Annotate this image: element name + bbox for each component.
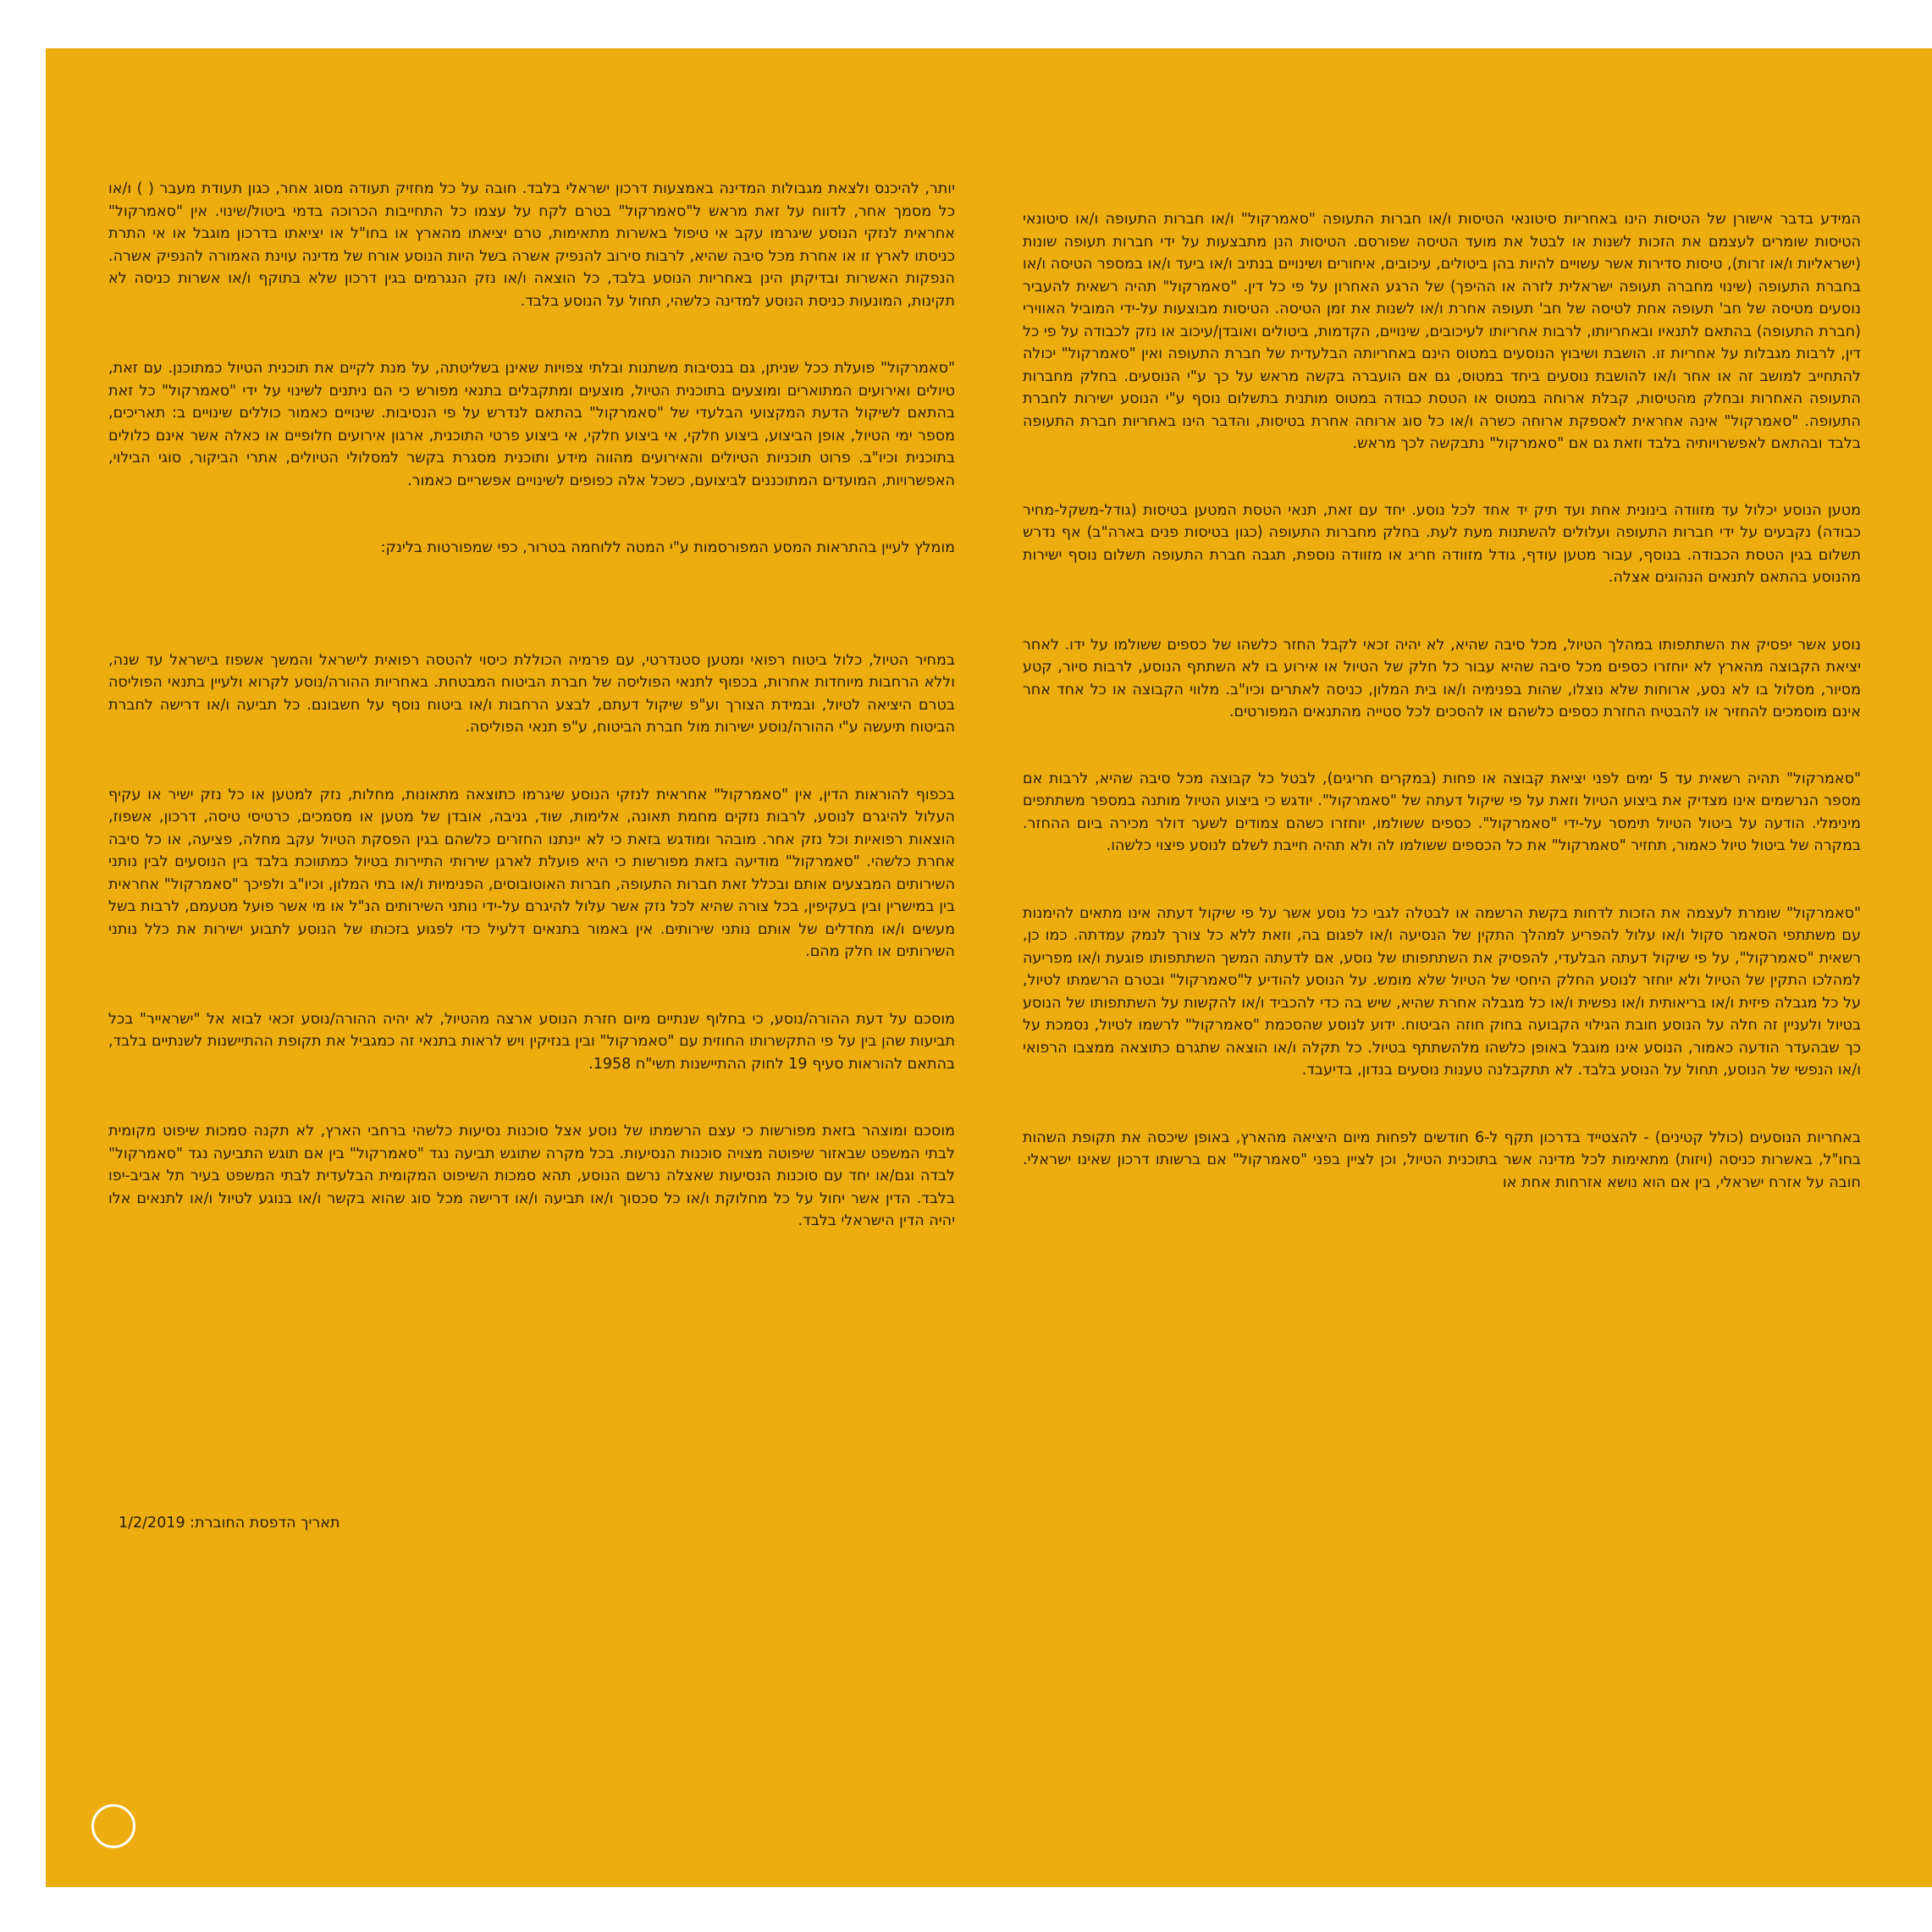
paragraph-registration: "סאמרקול" שומרת לעצמה את הזכות לדחות בקשת הרשמה או לבטלה לגבי כל נוסע אשר על פי שיקול דעתה אינו מתאים להימנות עם משתתפי הסאמר סקול ו/או עלול להפריע למהלך התקין של הנסיעה ו/או לפגום בה, וזאת ללא כל צורך לנמק עמדתה. כמו כן, רשאית "סאמרקול", על פי שיקול דעתה הבלעדי, להפסיק את השתתפותו של נוסע, אם לדעתה המשך השתתפותו פוגעת ו/או מפריעה למהלכו התקין של הטיול ולא יוחזר לנוסע החלק היחסי של הטיול שלא מומש. על הנוסע להודיע ל"סאמרקול" ובטרם הרשמתו לטיול, על כל מגבלה פיזית ו/או בריאותית ו/או נפשית ו/או כל מגבלה אחרת שהיא, שיש בה כדי להכביד ו/או להקשות על השתתפותו של הנוסע בטיול ולעניין זה חלה על הנוסע חובת הגילוי הקבועה בחוק חוזה הביטוח. ידוע לנוסע שהסכמת "סאמרקול" לרשמו לטיול, נסמכת על כך שבהעדר הודעה כאמור, הנוסע אינו מוגבל באופן כלשהו מלהשתתף בטיול. כל תקלה ו/או הוצאה שתגרם כתוצאה ממצבו הרפואי ו/או הנפשי של הנוסע, תחול על הנוסע בלבד. לא תתקבלנה טענות נוסעים בנדון, בדיעבד. xyxy=(1023,904,1861,1079)
paragraph-itinerary-changes: "סאמרקול" פועלת ככל שניתן, גם בנסיבות משתנות ובלתי צפויות שאינן בשליטתה, על מנת לקיים את תוכנית הטיול כמתוכנן. עם זאת, טיולים ואירועים המתוארים ומוצעים בתוכנית הטיול, מוצעים ומתקבלים בתנאי מפורש כי הם ניתנים לשינוי על ידי "סאמרקול" כל זאת בהתאם לשיקול הדעת המקצועי הבלעדי של "סאמרקול" בהתאם לנדרש על פי הנסיבות. שינויים כאמור כוללים שינויים ב: תאריכים, מספר ימי הטיול, אופן הביצוע, ביצוע חלקי, אי ביצוע חלקי, אי ביצוע פרטי התוכנית, ארגון אירועים חלופיים או כאלה אשר אינם כלולים בתוכנית וכיו"ב. פרוט תוכניות הטיולים והאירועים מהווה מידע ותוכנית מסגרת בקשר למסלולי הטיולים, אתרי הביקור, סוגי הבילוי, האפשרויות, המועדים המתוכננים לביצועם, כשכל אלה כפופים לשינויים אפשריים כאמור. xyxy=(108,360,955,489)
paragraph-insurance: במחיר הטיול, כלול ביטוח רפואי ומטען סטנדרטי, עם פרמיה הכוללת כיסוי להטסה רפואית לישראל והמשך אשפוז בישראל עד שנה, וללא הרחבות מיוחדות אחרות, בכפוף לתנאי הפוליסה של חברת הביטוח המבטחת. באחריות ההורה/נוסע לקרוא ולעיין בתנאי הפוליסה בטרם היציאה לטיול, ובמידת הצורך וע"פ שיקול דעתם, לבצע הרחבות ו/או ביטוח נוסף על חשבונם. כל תביעה ו/או דרישה לחברת הביטוח תיעשה ע"י ההורה/נוסע ישירות מול חברת הביטוח, ע"פ תנאי הפוליסה. xyxy=(108,651,955,736)
terms-column-right xyxy=(1023,208,1861,1239)
paragraph-limitation: מוסכם על דעת ההורה/נוסע, כי בחלוף שנתיים מיום חזרת הנוסע ארצה מהטיול, לא יהיה ההורה/נוסע זכאי לבוא אל "ישראייר" בכל תביעות שהן בין על פי התקשרותו החוזית עם "סאמרקול" ובין בנזיקין ויש לראות בתנאי זה כמגביל את תקופת ההתיישנות לשנתיים בלבד, בהתאם להוראות סעיף 19 לחוק ההתיישנות תשי"ח 1958. xyxy=(108,1010,955,1073)
paragraph-refunds: נוסע אשר יפסיק את השתתפותו במהלך הטיול, מכל סיבה שהיא, לא יהיה זכאי לקבל החזר כלשהו של כספים ששולמו על ידו. לאחר יציאת הקבוצה מהארץ לא יוחזרו כספים מכל סיבה שהיא עבור כל חלק של הטיול או אירוע בו לא השתתף הנוסע, לרבות סיור, קטע מסיור, מסלול בו לא נסע, ארוחות שלא נוצלו, שהות בפנימיה ו/או בית המלון, כניסה לאתרים וכיו"ב. מלווי הקבוצה או כל אחד אחר אינם מוסמכים להחזיר או להבטיח החזרת כספים כלשהם או להסכים לכל סטייה מהתנאים המפורטים. xyxy=(1023,636,1861,720)
paragraph-luggage: מטען הנוסע יכלול עד מזוודה בינונית אחת ועד תיק יד אחד לכל נוסע. יחד עם זאת, תנאי הטסת המטען בטיסות (גודל-משקל-מחיר כבודה) נקבעים על ידי חברות התעופה ועלולים להשתנות מעת לעת. בחלק מחברות התעופה (כגון בטיסות פנים בארה"ב) אף נדרש תשלום בגין הטסת הכבודה. בנוסף, עבור מטען עודף, גודל מזוודה חריג או מזוודה נוספת, תגבה חברת התעופה תשלום נוסף ישירות מהנוסע בהתאם לתנאים הנהוגים אצלה. xyxy=(1023,501,1861,586)
paragraph-cancellation: "סאמרקול" תהיה רשאית עד 5 ימים לפני יציאת קבוצה או פחות (במקרים חריגים), לבטל כל קבוצה מכל סיבה שהיא, לרבות אם מספר הנרשמים אינו מצדיק את ביצוע הטיול וזאת על פי שיקול דעתה של "סאמרקול". יודגש כי ביצוע הטיול מותנה במספר משתתפים מינימלי. הודעה על ביטול הטיול תימסר על-ידי "סאמרקול". כספים ששולמו, יוחזרו כשהם צמודים לשער דולר מכירה ביום ההחזר. במקרה של ביטול טיול כאמור, תחזיר "סאמרקול" את כל הכספים ששולמו לה ולא תהיה חייבת לשלם לנוסע פיצוי כלשהו. xyxy=(1023,770,1861,854)
paragraph-passports: באחריות הנוסעים (כולל קטינים) - להצטייד בדרכון תקף ל-6 חודשים לפחות מיום היציאה מהארץ, באופן שיכסה את תקופת השהות בחו"ל, באשרות כניסה (ויזות) מתאימות לכל מדינה אשר בתוכנית הטיול, וכן לציין בפני "סאמרקול" אם ברשותו דרכון שאינו ישראלי. חובה על אזרח ישראלי, בין אם הוא נושא אזרחות אחת או xyxy=(1023,1129,1861,1191)
paragraph-flights: המידע בדבר אישורן של הטיסות הינו באחריות סיטונאי הטיסות ו/או חברות התעופה "סאמרקול" ו/או חברות התעופה ו/או סיטונאי הטיסות שומרים לעצמם את הזכות לשנות או לבטל את מועד הטיסה שפורסם. הטיסות הנן מתבצעות על ידי חברות תעופה שונות (ישראליות ו/או זרות), טיסות סדירות אשר עשויים להיות בהן ביטולים, עיכובים, איחורים ושינויים בנתיב ו/או ביעד ו/או במספר הטיסה ו/או בחברת התעופה (שינוי מחברה תעופה ישראלית לזרה או ההיפך) של הרגע האחרון על פי כל דין. "סאמרקול" תהיה רשאית להעביר נוסעים מטיסה של חב' תעופה אחת לטיסה של חב' תעופה אחרת ו/או לשנות את זמן הטיסה. הטיסות מבוצעות על-ידי המוביל האווירי (חברת התעופה) בהתאם לתנאיו ובאחריותו, לרבות אחריותו לעיכובים, שינויים, הקדמות, ביטולים ואובדן/עיכוב או נזק לכבודה על פי כל דין, לרבות מגבלות על אחריות זו. הושבת ושיבוץ הנוסעים במטוס הינם באחריותה הבלעדית של חברת התעופה ואין "סאמרקול" יכולה להתחייב למושב זה או אחר ו/או להושבת נוסעים ביחד במטוס, גם אם הועברה בקשה מראש על כך ע"י הנוסעים. בחלק מחברות התעופה האחרות ובחלק מהטיסות, קבלת ארוחה במטוס או הטסת כבודה במטוס מותנית בתשלום נוסף ע"י הנוסע ישירות לחברת התעופה. "סאמרקול" אינה אחראית לאספקת ארוחה כשרה ו/או כל סוג ארוחה אחרת בטיסות, והדבר הינו באחריות חברת התעופה בלבד ובהתאם לאפשרויותיה בלבד וזאת גם אם "סאמרקול" נתבקשה לכך מראש. xyxy=(1023,211,1861,452)
print-date: תאריך הדפסת החוברת: 1/2/2019 xyxy=(119,1515,340,1532)
paragraph-travel-warnings: מומלץ לעיין בהתראות המסע המפורסמות ע"י המטה ללוחמה בטרור, כפי שמפורטות בלינק: xyxy=(380,539,955,556)
paragraph-liability: בכפוף להוראות הדין, אין "סאמרקול" אחראית לנזקי הנוסע שיגרמו כתוצאה מתאונות, מחלות, נזק למטען או כל נזק ישיר או עקיף העלול להיגרם לנוסע, לרבות נזקים מחמת תאונה, אלימות, שוד, גניבה, אובדן של מטען או מסמכים, כרטיסי טיסה, דרכון, אשפוז, הוצאות רפואיות וכל נזק אחר. מובהר ומודגש בזאת כי לא יינתנו החזרים כלשהם בגין הפסקת הטיול עקב מחלה, פציעה, או כל סיבה אחרת כלשהי. "סאמרקול" מודיעה בזאת מפורשות כי היא פועלת לארגן שירותי התיירות בטיול כמתווכת בלבד בין הנוסעים לבין נותני השירותים המבצעים אותם ובכלל זאת חברות התעופה, חברות האוטובוסים, הפנימיות ו/או בתי המלון, וכיו"ב ולפיכך "סאמרקול" אחראית בין במישרין ובין בעקיפין, בכל צורה שהיא לכל נזק אשר עלול להיגרם על-ידי נותני השירותים הנ"ל או מי אשר פועל מטעמם, לרבות בשל מעשים ו/או מחדלים של אותם נותני שירותים. אין באמור בתנאים דלעיל כדי לפגוע בזכותו של הנוסע לתבוע ישירות את כלל נותני השירותים או חלק מהם. xyxy=(108,786,955,960)
terms-column-left xyxy=(108,178,955,1278)
paragraph-passports-continued: יותר, להיכנס ולצאת מגבולות המדינה באמצעות דרכון ישראלי בלבד. חובה על כל מחזיק תעודה מסוג אחר, כגון תעודת מעבר ( ) ו/או כל מסמך אחר, לדווח על זאת מראש ל"סאמרקול" בטרם לקח על עצמו כל התחייבות הכרוכה בדמי ביטול/שינוי. אין "סאמרקול" אחראית לנזקי הנוסע שיגרמו עקב אי טיפול באשרות מתאימות, טרם יציאתו מהארץ או בחו"ל או יציאתו בדרכון מוגבל או אי התרת כניסתו לארץ זו או אחרת מכל סיבה שהיא, לרבות סירוב להנפיק אשרה בשל היות הנוסע אורח של מדינה עוינת האמורה להנפיק אשרה. הנפקות האשרות ובדיקתן הינן באחריות הנוסע בלבד, כל הוצאה ו/או נזק הנגרמים בגין דרכון שלא בתוקף ו/או אשרות כניסה לא תקינות, המונעות כניסת הנוסע למדינה כלשהי, תחול על הנוסע בלבד. xyxy=(108,180,955,310)
page-marker-circle-icon xyxy=(91,1804,135,1848)
paragraph-jurisdiction: מוסכם ומוצהר בזאת מפורשות כי עצם הרשמתו של נוסע אצל סוכנות נסיעות כלשהי ברחבי הארץ, לא תקנה סמכות שיפוט מקומית לבתי המשפט שבאזור שיפוטה מצויה סוכנות הנסיעות. בכל מקרה שתוגש תביעה נגד "סאמרקול" בין אם תוגש התביעה נגד "סאמרקול" לבדה וגם/או יחד עם סוכנות הנסיעות שאצלה נרשם הנוסע, תהא סמכות השיפוט המקומית הבלעדית לבתי המשפט בעיר תל אביב-יפו בלבד. הדין אשר יחול על כל מחלוקת ו/או כל סכסוך ו/או תביעה ו/או דרישה מכל סוג שהוא בקשר ו/או בנוגע לטיול ו/או לתנאים אלו יהיה הדין הישראלי בלבד. xyxy=(108,1123,955,1229)
